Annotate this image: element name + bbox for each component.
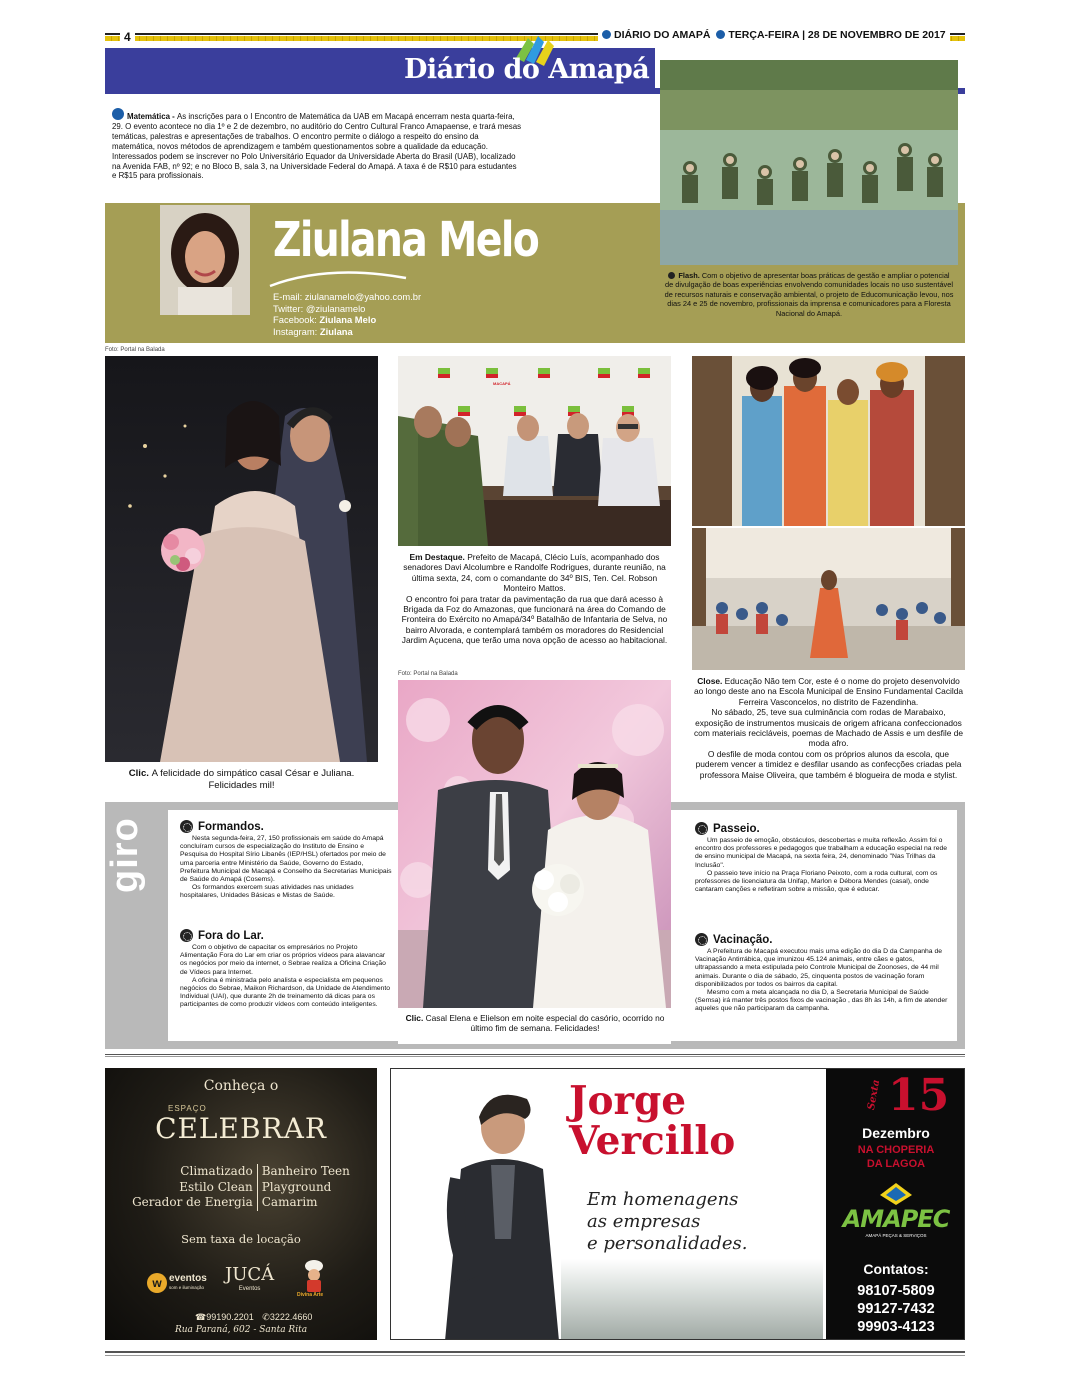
ad-jorge-vercillo [390,1068,965,1340]
jorge-weekday: Sexta [866,1078,883,1111]
close-text2: No sábado, 25, teve sua culminância com rodas de Marabaixo, exposição de instrumentos musicais de origem africana confeccionados com materiais recicláveis, poemas de Machado de Assis e um desfile de moda afro. [693,707,964,749]
wedding-photo-1 [105,356,378,762]
jorge-contacts-label: Contatos: [863,1261,929,1277]
page-number: 4 [120,30,135,44]
giro-vacinacao [695,933,953,1014]
fora-do-lar-heading [180,929,392,942]
jorge-phone: 99903-4123 [857,1319,935,1335]
jorge-tagline-3: e personalidades. [587,1233,748,1254]
jorge-name-1: Jorge [569,1078,687,1124]
header-bullet-icon [716,30,725,39]
close-text3: O desfile de moda contou com os próprios alunos da escola, que puderem vencer a timidez e desfilar usando as confecções criadas pela professora Maise Oliveira, que também é blogueira de moda e stylist. [695,748,962,780]
passeio-icon [695,822,708,835]
fora-do-lar-p1: Com o objetivo de capacitar os empresários no Projeto Alimentação Fora do Lar em criar os próprios vídeos para alavancar os negócios por meio da internet, o Sebrae realiza a Oficina Criação de Vídeos para Internet. [180,944,386,976]
close-lead: Close. [697,676,725,686]
vacinacao-p2: Mesmo com a meta alcançada no dia D, a Secretaria Municipal de Saúde (Semsa) irá manter três postos fixos de vacinação , das 8h às 14h, a fim de atender aqueles que não participaram da campanha. [695,989,948,1013]
celebrar-brand-small: ESPAÇO [168,1104,207,1113]
clic2-lead: Clic. [405,1013,426,1023]
matematica-icon [112,108,124,120]
fora-do-lar-p2: A oficina é ministrada pelo analista e especialista em pequenos negócios do Sebrae, Maikon Richardson, da Unidade de Atendimento Individual (UAI), que durante 2h de treinamento dá dicas para os participantes de como produzir vídeos com conteúdo inteligentes. [180,976,391,1009]
close-caption [692,676,965,780]
close-photo-2 [692,528,965,670]
jorge-venue-1: NA CHOPERIA [857,1144,935,1156]
jorge-month: Dezembro [862,1125,930,1141]
destaque-banner-text: MACAPÁ [493,381,511,386]
passeio-heading [695,822,953,835]
bottom-rule-2 [105,1355,965,1356]
columnist-twitter: Twitter: @ziulanamelo [273,302,366,314]
divina-arte-logo-text: Divina Arte [297,1292,324,1298]
formandos-title: Formandos. [198,820,264,833]
celebrar-intro: Conheça o [203,1078,279,1094]
amapec-logo-sub: AMAPÁ PEÇAS & SERVIÇOS [865,1233,927,1238]
celebrar-phone1: 99190.2201 [206,1312,254,1322]
clic1-lead: Clic. [128,768,152,779]
close-text1: Educação Não tem Cor, este é o nome do projeto desenvolvido ao longo deste ano na Escola Municipal de Ensino Fundamental Cacilda Ferreira Vasconcelos, no distrito de Fazendinha. [693,676,964,707]
close-photo-1 [692,356,965,526]
destaque-photo [398,356,671,546]
celebrar-logo-eventos [147,1273,207,1293]
mid-rule-2 [105,1056,965,1057]
jorge-phone: 98107-5809 [857,1283,935,1299]
destaque-lead: Em Destaque. [409,552,468,562]
jorge-tagline-1: Em homenagens [587,1189,739,1210]
matematica-block [112,108,522,181]
ad-celebrar [105,1068,377,1340]
jorge-tagline [587,1189,747,1255]
flash-lead: Flash. [678,271,702,280]
jorge-portrait [431,1079,571,1340]
vacinacao-heading [695,933,953,946]
header-newspaper: DIÁRIO DO AMAPÁ [614,29,711,41]
celebrar-brand: CELEBRAR [155,1112,327,1145]
columnist-contacts [273,291,421,337]
columnist-portrait [160,205,250,315]
matematica-lead: Matemática - [127,112,177,121]
columnist-swoosh-icon [268,268,408,288]
celebrar-phone2: 3222.4660 [269,1312,313,1322]
celebrar-no-fee: Sem taxa de locação [181,1232,301,1246]
celebrar-phones [195,1312,312,1323]
vacinacao-title: Vacinação. [713,933,773,946]
columnist-instagram [273,326,421,338]
destaque-text2: O encontro foi para tratar da pavimentação da rua que dará acesso à Brigada da Foz do Amazonas, que funcionará na área do Comando de Fronteira do Exército no Amapá/34º Batalhão de Infantaria de Selva, no bairro Alvorada, e contemplará também os moradores do Residencial Jardim Açucena, que terão uma nova opção de acesso ao habitacional. [401,593,668,646]
formandos-p1: Nesta segunda-feira, 27, 150 profissionais em saúde do Amapá concluíram cursos de especialização do Instituto de Ensino e Pesquisa do Hospital Sírio Libanês (IEP/HSL) ofertados por meio de uma parceria entre Ministério da Saúde, Governo do Estado, Prefeitura Municipal de Macapá e Conselho da Secretarias Municipais de Saúde do Amapá (Cosems). [180,835,392,884]
jorge-name-2: Vercillo [569,1118,736,1164]
columnist-email: E-mail: ziulanamelo@yahoo.com.br [273,291,422,302]
celebrar-feature: Banheiro Teen [261,1164,350,1178]
wedding-photo-2 [398,680,671,1008]
giro-passeio [695,822,953,894]
jorge-day: 15 [888,1070,950,1121]
celebrar-features-right [258,1164,350,1211]
amapec-logo-icon [878,1181,914,1207]
giro-formandos [180,820,392,901]
jorge-side-panel [826,1069,965,1340]
amapec-logo-text: AMAPEC [842,1205,950,1233]
vacinacao-p1: A Prefeitura de Macapá executou mais uma edição do dia D da Campanha de Vacinação Antirrábica, que imunizou 45.124 animais, entre cães e gatos, ultrapassando a meta estipulada pelo Controle Municipal de Zoonoses, de 44 mil animais. Durante o dia de sábado, 25, cinquenta postos de vacinação foram disponibilizados por todos os bairros da capital. [695,948,943,988]
fora-do-lar-icon [180,929,193,942]
instagram-label: Instagram: [273,325,320,337]
jorge-lake-bg [561,1259,823,1339]
flash-caption [664,271,954,318]
flash-icon [668,272,675,279]
celebrar-features [105,1164,377,1211]
flash-photo [660,60,958,265]
phone-icon: ✆ [262,1312,270,1322]
clic1-caption [105,768,378,792]
eventos-logo-icon: w [147,1273,167,1293]
formandos-icon [180,820,193,833]
fora-do-lar-title: Fora do Lar. [198,929,264,942]
close-p1 [692,676,965,707]
celebrar-address: Rua Paraná, 602 - Santa Rita [174,1325,308,1335]
juca-logo-sub: Eventos [238,1286,261,1292]
whatsapp-icon: ☎ [195,1312,207,1322]
bottom-rule [105,1351,965,1353]
facebook-label: Facebook: [273,314,320,326]
giro-label: giro [104,817,146,893]
photo-credit-2: Foto: Portal na Balada [398,671,458,677]
header-bullet-icon [602,30,611,39]
juca-logo-text: JUCÁ [225,1264,275,1285]
instagram-value: Ziulana [319,325,353,337]
destaque-caption [398,552,671,646]
jorge-venue-2: DA LAGOA [866,1158,926,1170]
columnist-name: Ziulana Melo [273,212,539,268]
celebrar-feature: Estilo Clean [179,1179,253,1194]
facebook-value: Ziulana Melo [319,314,377,326]
celebrar-feature: Climatizado [180,1164,253,1178]
jorge-phone: 99127-7432 [857,1301,935,1317]
passeio-title: Passeio. [713,822,760,835]
formandos-p2: Os formandos exercem suas atividades nas unidades hospitalares, Unidades Básicas e Mistas de Saúde. [180,884,354,900]
destaque-text1: Prefeito de Macapá, Clécio Luís, acompanhado dos senadores Davi Alcolumbre e Randolfe Rodrigues, durante reunião, na última sexta, 24, com o comandante do 34º BIS, Ten. Cel. Robson Monteiro Mattos. [403,552,666,594]
vacinacao-icon [695,933,708,946]
eventos-logo-sub: som e iluminação [169,1285,205,1290]
celebrar-features-left [132,1164,258,1211]
header-date [598,29,950,41]
clic2-caption [404,1013,666,1034]
flash-text: Com o objetivo de apresentar boas práticas de gestão e ampliar o potencial de divulgação de boas experiências envolvendo comunidades locais no uso sustentável de recursos naturais e conservação ambiental, o projeto de Educomunicação levou, nos dias 24 e 25 de novembro, profissionais da imprensa e comunicadores para a Floresta Nacional do Amapá. [664,271,954,318]
destaque-p1 [398,552,671,594]
mid-rule [105,1054,965,1055]
clic1-text: A felicidade do simpático casal César e Juliana. Felicidades mil! [151,768,355,791]
celebrar-feature: Playground [261,1179,332,1194]
masthead-title: Diário do Amapá [404,54,650,85]
header-date-text: TERÇA-FEIRA | 28 DE NOVEMBRO DE 2017 [728,29,946,41]
celebrar-feature: Gerador de Energia [132,1195,253,1209]
formandos-heading [180,820,392,833]
giro-fora-do-lar [180,929,392,1010]
eventos-logo-text: eventos [169,1273,207,1284]
passeio-p2: O passeio teve início na Praça Floriano Peixoto, com a roda cultural, com os professores de licenciatura da Unifap, Marlon e Débora Mendes (casal), onde cantaram canções e refletiram sobre a missão, que é educar. [695,869,938,894]
matematica-text: As inscrições para o I Encontro de Matemática da UAB em Macapá encerram nesta quarta-feira, 29. O evento acontece no dia 1º e 2 de dezembro, no auditório do Centro Cultural Franco Amapaense, e trará mesas temáticas, palestras e apresentações de trabalhos. O encontro permite o diálogo a respeito do ensino da matemática, novos métodos de aprendizagem e também questionamentos sobre a qualidade da educação. Interessados podem se inscrever no Polo Universitário Equador da Universidade Aberta do Brasil (UAB), localizado na Avenida FAB, nº 92; e no Bloco B, sala 3, na Universidade Federal do Amapá. A taxa é de R$10 para estudantes e R$15 para profissionais. [112,112,522,181]
photo-credit-1: Foto: Portal na Balada [105,347,165,353]
jorge-tagline-2: as empresas [587,1211,701,1232]
divina-arte-logo-icon [301,1258,327,1294]
celebrar-feature: Camarim [261,1195,318,1209]
passeio-p1: Um passeio de emoção, obstáculos, descobertas e muita reflexão. Assim foi o encontro dos professores e pedagogos que trabalham a educação especial na rede de ensino municipal de Macapá, na sexta feira, 24, denominado "Nas Trilhas da Inclusão". [695,837,948,869]
clic2-text: Casal Elena e Elielson em noite especial do casório, ocorrido no último fim de semana. Felicidades! [425,1013,665,1034]
columnist-facebook [273,314,421,326]
celebrar-logo-juca [225,1264,275,1296]
